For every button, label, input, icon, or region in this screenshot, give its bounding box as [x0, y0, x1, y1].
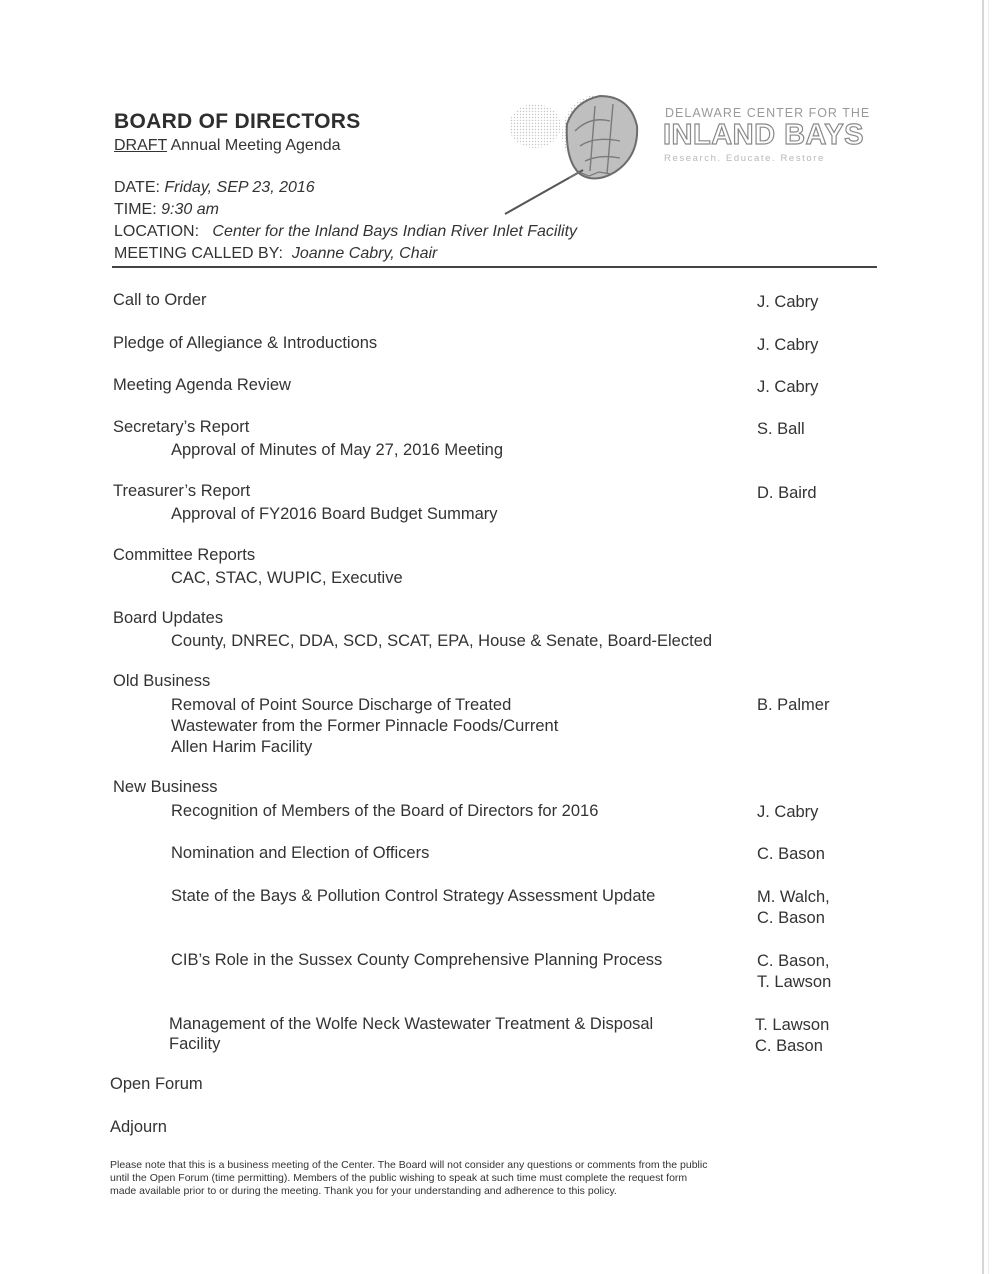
presenter-new-5b: C. Bason — [755, 1037, 823, 1055]
item-open-forum: Open Forum — [110, 1075, 203, 1093]
presenter-call-to-order: J. Cabry — [757, 293, 819, 311]
page-edge-shadow — [988, 0, 989, 1274]
subitem-new-4: CIB’s Role in the Sussex County Comprehensive Planning Process — [171, 951, 663, 969]
presenter-treasurer: D. Baird — [757, 484, 817, 502]
notice-line: until the Open Forum (time permitting). Members of the public wishing to speak at such time must complete the request form — [110, 1172, 688, 1184]
public-notice — [110, 1159, 870, 1198]
notice-line: made available prior to or during the meeting. Thank you for your understanding and adherence to this policy. — [110, 1185, 617, 1197]
subitem-new-1: Recognition of Members of the Board of Directors for 2016 — [171, 802, 599, 820]
logo-tagline: Research. Educate. Restore — [664, 153, 825, 164]
item-committee-reports: Committee Reports — [113, 546, 256, 564]
time-line — [114, 201, 219, 219]
notice-line: Please note that this is a business meeting of the Center. The Board will not consider any questions or comments from the public — [110, 1159, 708, 1171]
item-new-business: New Business — [113, 778, 218, 796]
subitem-new-5b: Facility — [169, 1035, 221, 1053]
item-agenda-review: Meeting Agenda Review — [113, 376, 291, 394]
date-label: DATE: — [114, 179, 165, 196]
page-edge — [982, 0, 984, 1274]
item-pledge: Pledge of Allegiance & Introductions — [113, 334, 378, 352]
presenter-new-5a: T. Lawson — [755, 1016, 830, 1034]
presenter-secretary: S. Ball — [757, 420, 805, 438]
subitem-old-1: Removal of Point Source Discharge of Treated — [171, 696, 512, 714]
item-board-updates: Board Updates — [113, 609, 224, 627]
date-line — [114, 179, 315, 197]
time-label: TIME: — [114, 201, 162, 218]
presenter-new-4b: T. Lawson — [757, 973, 832, 991]
logo-org-line2: INLAND BAYS — [663, 119, 865, 151]
presenter-new-3b: C. Bason — [757, 909, 825, 927]
item-secretary-report: Secretary’s Report — [113, 418, 250, 436]
subitem-new-2: Nomination and Election of Officers — [171, 844, 430, 862]
presenter-new-2: C. Bason — [757, 845, 825, 863]
subitem-budget: Approval of FY2016 Board Budget Summary — [171, 505, 498, 523]
presenter-agenda-review: J. Cabry — [757, 378, 819, 396]
presenter-pledge: J. Cabry — [757, 336, 819, 354]
subitem-board-updates: County, DNREC, DDA, SCD, SCAT, EPA, House & Senate, Board-Elected — [171, 632, 713, 650]
subitem-minutes: Approval of Minutes of May 27, 2016 Meeting — [171, 441, 504, 459]
item-call-to-order: Call to Order — [113, 291, 207, 309]
called-by-label: MEETING CALLED BY: — [114, 245, 292, 262]
subitem-new-5a: Management of the Wolfe Neck Wastewater Treatment & Disposal — [169, 1015, 654, 1033]
header-divider — [112, 266, 877, 268]
date-value: Friday, SEP 23, 2016 — [164, 179, 315, 196]
called-by-value: Joanne Cabry, Chair — [291, 245, 438, 262]
presenter-new-4a: C. Bason, — [757, 952, 830, 970]
location-value: Center for the Inland Bays Indian River Inlet Facility — [212, 223, 578, 240]
document-subtitle — [114, 137, 341, 155]
time-value: 9:30 am — [161, 201, 219, 218]
presenter-new-3a: M. Walch, — [757, 888, 830, 906]
subitem-committees: CAC, STAC, WUPIC, Executive — [171, 569, 403, 587]
item-treasurer-report: Treasurer’s Report — [113, 482, 251, 500]
location-label: LOCATION: — [114, 223, 213, 240]
subitem-old-2: Wastewater from the Former Pinnacle Foods/Current — [171, 717, 559, 735]
subitem-old-3: Allen Harim Facility — [171, 738, 313, 756]
called-by-line — [114, 245, 437, 263]
presenter-old-business: B. Palmer — [757, 696, 830, 714]
logo-org-line1: DELAWARE CENTER FOR THE — [665, 106, 871, 120]
horseshoe-crab-logo — [495, 86, 660, 218]
item-adjourn: Adjourn — [110, 1118, 167, 1136]
document-title: BOARD OF DIRECTORS — [114, 110, 361, 133]
subtitle-text: Annual Meeting Agenda — [167, 137, 341, 154]
presenter-new-1: J. Cabry — [757, 803, 819, 821]
location-line — [114, 223, 577, 241]
subitem-new-3: State of the Bays & Pollution Control Strategy Assessment Update — [171, 887, 656, 905]
draft-label: DRAFT — [114, 137, 168, 154]
item-old-business: Old Business — [113, 672, 211, 690]
